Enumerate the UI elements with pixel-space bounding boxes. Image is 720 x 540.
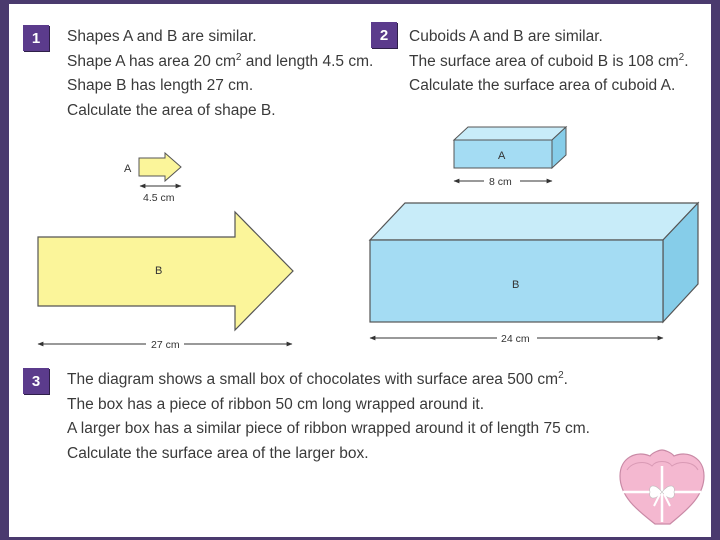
q1-line-4: Calculate the area of shape B. (67, 101, 276, 119)
shape-a-arrow (139, 153, 181, 181)
heart-chocolate-box-icon (620, 450, 704, 524)
q3-line-3: A larger box has a similar piece of ribbon wrapped around it of length 75 cm. (67, 420, 590, 437)
q1-line-1: Shapes A and B are similar. (67, 28, 257, 45)
cuboid-b-length-label: 24 cm (501, 333, 530, 345)
shape-b-arrow (38, 212, 293, 330)
shape-a-length-label: 4.5 cm (143, 192, 175, 204)
cuboid-b (370, 203, 698, 322)
q1-line-2: Shape A has area 20 $cm^2$ and length 4.5 cm. (67, 51, 374, 70)
cuboid-a (454, 127, 566, 168)
question-2-badge: 2 (371, 22, 397, 48)
q3-line-1: The diagram shows a small box of chocolates with surface area 500 $cm^2$. (67, 370, 568, 388)
q1-line-3: Shape B has length 27 cm. (67, 77, 254, 94)
cuboid-b-label: B (512, 279, 520, 291)
question-3-badge: 3 (23, 368, 49, 394)
shape-b-length-label: 27 cm (151, 339, 180, 351)
shape-b-label: B (155, 265, 163, 277)
cuboid-a-label: A (498, 150, 506, 162)
q2-line-3: Calculate the surface area of cuboid A. (409, 77, 676, 94)
question-1-badge: 1 (23, 25, 49, 51)
shape-a-label: A (124, 163, 132, 175)
cuboid-a-length-label: 8 cm (489, 176, 512, 188)
q3-line-2: The box has a piece of ribbon 50 cm long wrapped around it. (67, 395, 485, 413)
question-3-text (67, 368, 590, 466)
q3-line-4: Calculate the surface area of the larger box. (67, 444, 369, 462)
q2-line-1: Cuboids A and B are similar. (409, 28, 603, 45)
q2-line-2: The surface area of cuboid B is 108 $cm^2$. (409, 51, 689, 70)
